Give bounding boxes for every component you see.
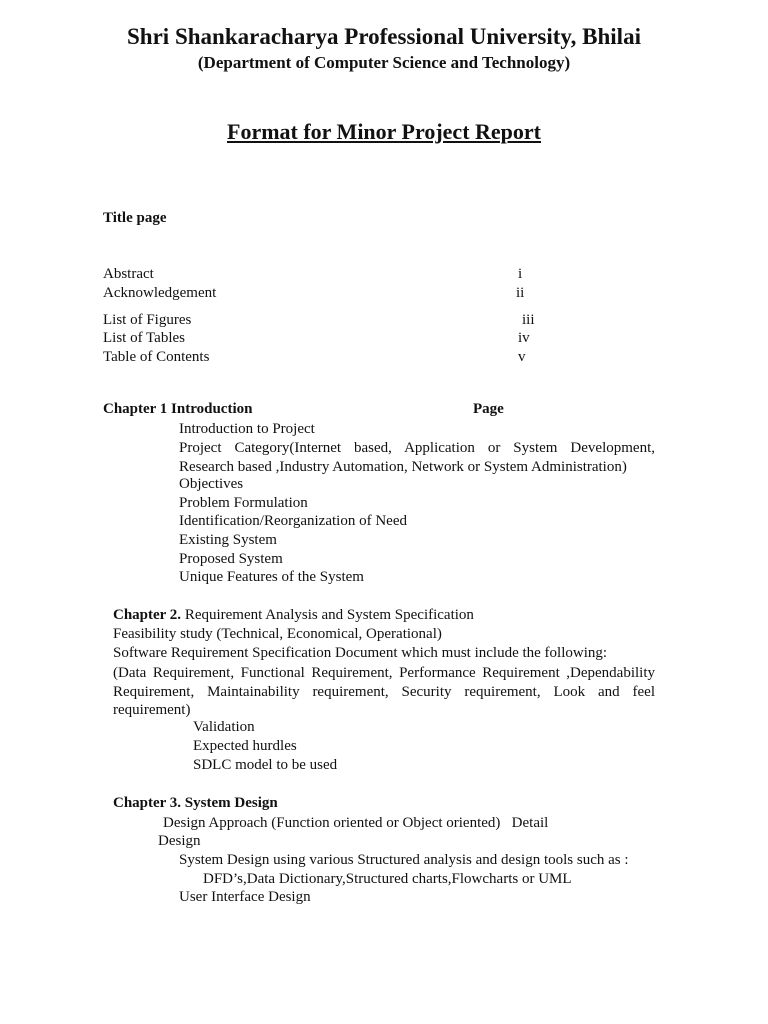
ch3-design-approach: Design Approach (Function oriented or Object oriented) Detail bbox=[163, 815, 549, 831]
chapter2-heading-number: Chapter 2. bbox=[113, 607, 182, 623]
ch3-tools: DFD’s,Data Dictionary,Structured charts,Flowcharts or UML bbox=[203, 871, 572, 887]
prelim-page-acknowledgement: ii bbox=[516, 285, 525, 301]
document-title: Format for Minor Project Report bbox=[227, 119, 541, 144]
ch2-feasibility: Feasibility study (Technical, Economical, Operational) bbox=[113, 626, 442, 642]
chapter2-heading-title: Requirement Analysis and System Specification bbox=[181, 607, 474, 623]
prelim-label-tables: List of Tables bbox=[103, 330, 185, 346]
prelim-page-contents: v bbox=[518, 349, 526, 365]
prelim-label-abstract: Abstract bbox=[103, 266, 154, 282]
page-column-label: Page bbox=[473, 401, 504, 417]
ch1-item: Proposed System bbox=[179, 551, 283, 567]
chapter2-heading bbox=[113, 607, 474, 624]
prelim-page-tables: iv bbox=[518, 330, 530, 346]
chapter3-heading: Chapter 3. System Design bbox=[113, 795, 278, 811]
ch1-item: Existing System bbox=[179, 532, 277, 548]
department-name: (Department of Computer Science and Technology) bbox=[197, 53, 571, 72]
ch1-item-project-category: Project Category(Internet based, Application or System Development, Research based ,Industry Automation, Network or System Administration) bbox=[179, 440, 655, 475]
ch1-item: Introduction to Project bbox=[179, 421, 315, 437]
ch1-item: Objectives bbox=[179, 476, 244, 492]
prelim-label-figures: List of Figures bbox=[103, 312, 192, 328]
ch2-item: Expected hurdles bbox=[193, 738, 297, 754]
ch2-item: SDLC model to be used bbox=[193, 757, 338, 773]
ch1-item: Identification/Reorganization of Need bbox=[179, 513, 407, 529]
ch3-design-approach-cont: Design bbox=[158, 833, 201, 849]
ch2-requirements: (Data Requirement, Functional Requirement, Performance Requirement ,Dependability Requirement, Maintainability requirement, Security requirement, Look and feel requirement) bbox=[113, 665, 655, 718]
prelim-label-acknowledgement: Acknowledgement bbox=[103, 285, 217, 301]
ch1-item: Problem Formulation bbox=[179, 495, 308, 511]
ch2-srs: Software Requirement Specification Document which must include the following: bbox=[113, 645, 608, 661]
ch2-item: Validation bbox=[193, 719, 255, 735]
prelim-page-abstract: i bbox=[518, 266, 523, 282]
ch3-ui-design: User Interface Design bbox=[179, 889, 311, 905]
title-page-label: Title page bbox=[103, 210, 167, 226]
chapter1-heading: Chapter 1 Introduction bbox=[103, 401, 253, 417]
prelim-page-figures: iii bbox=[522, 312, 535, 328]
university-name: Shri Shankaracharya Professional University, Bhilai bbox=[127, 24, 641, 49]
ch1-item: Unique Features of the System bbox=[179, 569, 364, 585]
ch3-system-design: System Design using various Structured analysis and design tools such as : bbox=[179, 852, 629, 868]
prelim-label-contents: Table of Contents bbox=[103, 349, 210, 365]
